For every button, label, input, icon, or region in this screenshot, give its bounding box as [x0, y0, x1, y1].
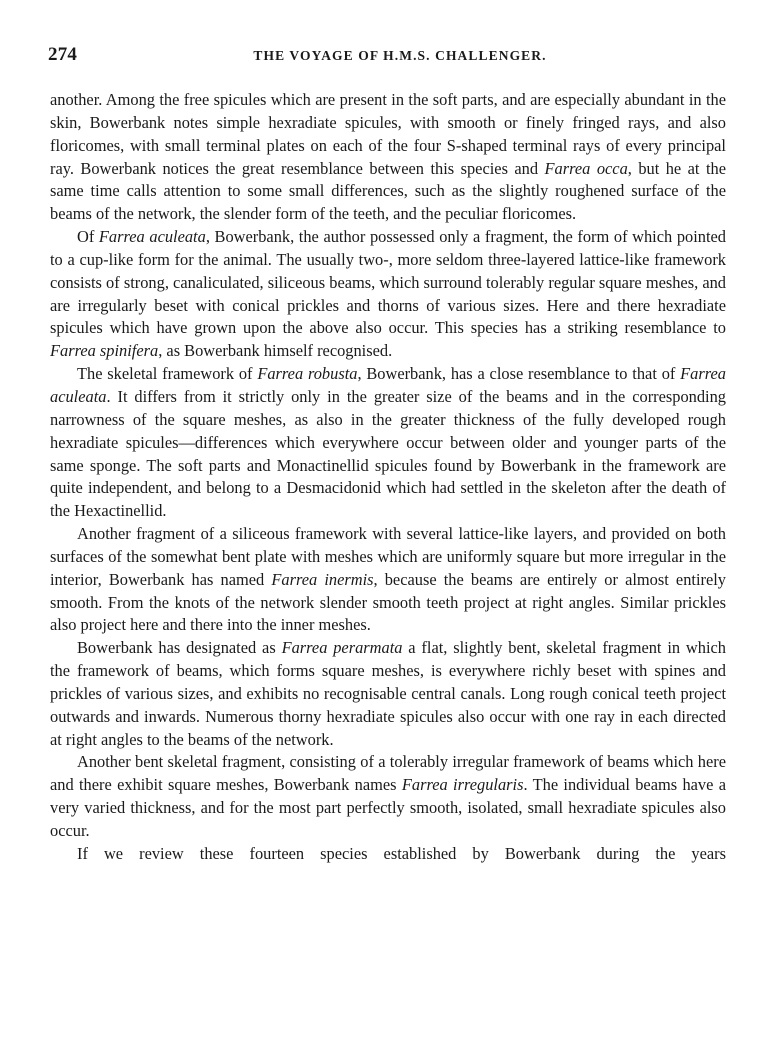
paragraph-review: If we review these fourteen species established by Bowerbank during the years — [77, 843, 726, 863]
species-name: Farrea inermis — [271, 569, 374, 589]
species-name: Farrea irregularis — [401, 775, 524, 795]
running-title: THE VOYAGE OF H.M.S. CHALLENGER. — [253, 48, 547, 63]
species-name: Farrea occa — [544, 158, 628, 178]
page-number: 274 — [48, 44, 78, 65]
page-header — [48, 44, 728, 70]
species-name: Farrea aculeata — [98, 227, 206, 247]
species-name: Farrea perarmata — [281, 638, 403, 658]
paragraph-continued: another. Among the free spicules which are present in the soft parts, and are especially abundant in the skin, Bowerbank notes simple hexradiate spicules, with smooth or finely fringed rays, and also floricomes, with small terminal plates on each of the four S-shaped terminal rays of every principal ray. Bowerbank notices the great resemblance between this species and Farrea occa, but he at the same time calls attention to some small differences, such as the slightly roughened surface of the beams of the network, the slender form of the teeth, and the peculiar floricomes. — [50, 90, 726, 224]
species-name: Farrea aculeata — [50, 364, 726, 406]
paragraph-farrea-irregularis: Another bent skeletal fragment, consisting of a tolerably irregular framework of beams which here and there exhibit square meshes, Bowerbank names Farrea irregularis. The individual beams have a very varied thickness, and for the most part perfectly smooth, isolated, small hexradiate spicules also occur. — [50, 752, 726, 840]
paragraph-farrea-robusta: The skeletal framework of Farrea robusta, Bowerbank, has a close resemblance to that of Farrea aculeata. It differs from it strictly only in the greater size of the beams and in the corresponding narrowness of the square meshes, as also in the greater thickness of the fully developed rough hexradiate spicules—differences which everywhere occur between older and younger parts of the same sponge. The soft parts and Monactinellid spicules found by Bowerbank in the framework are quite independent, and belong to a Desmacidonid which had settled in the skeleton after the death of the Hexactinellid. — [50, 364, 726, 521]
paragraph-farrea-aculeata: Of Farrea aculeata, Bowerbank, the author possessed only a fragment, the form of which pointed to a cup-like form for the animal. The usually two-, more seldom three-layered lattice-like framework consists of strong, canaliculated, siliceous beams, which surround tolerably regular square meshes, and are irregularly beset with conical prickles and thorns of various sizes. Here and there hexradiate spicules which have grown upon the above also occur. This species has a striking resemblance to Farrea spinifera, as Bowerbank himself recognised. — [50, 227, 726, 361]
species-name: Farrea spinifera — [50, 341, 159, 361]
species-name: Farrea robusta — [257, 364, 358, 384]
body-text — [50, 89, 726, 866]
paragraph-farrea-perarmata: Bowerbank has designated as Farrea perarmata a flat, slightly bent, skeletal fragment in which the framework of beams, which forms square meshes, is everywhere richly beset with spines and prickles of various sizes, and exhibits no recognisable central canals. Long rough conical teeth project outwards and inwards. Numerous thorny hexradiate spicules also occur with one ray in each directed at right angles to the beams of the network. — [50, 638, 726, 749]
paragraph-farrea-inermis: Another fragment of a siliceous framework with several lattice-like layers, and provided on both surfaces of the somewhat bent plate with meshes which are uniformly square but more irregular in the interior, Bowerbank has named Farrea inermis, because the beams are entirely or almost entirely smooth. From the knots of the network slender smooth teeth project at right angles. Similar prickles also project here and there into the inner meshes. — [50, 524, 726, 635]
